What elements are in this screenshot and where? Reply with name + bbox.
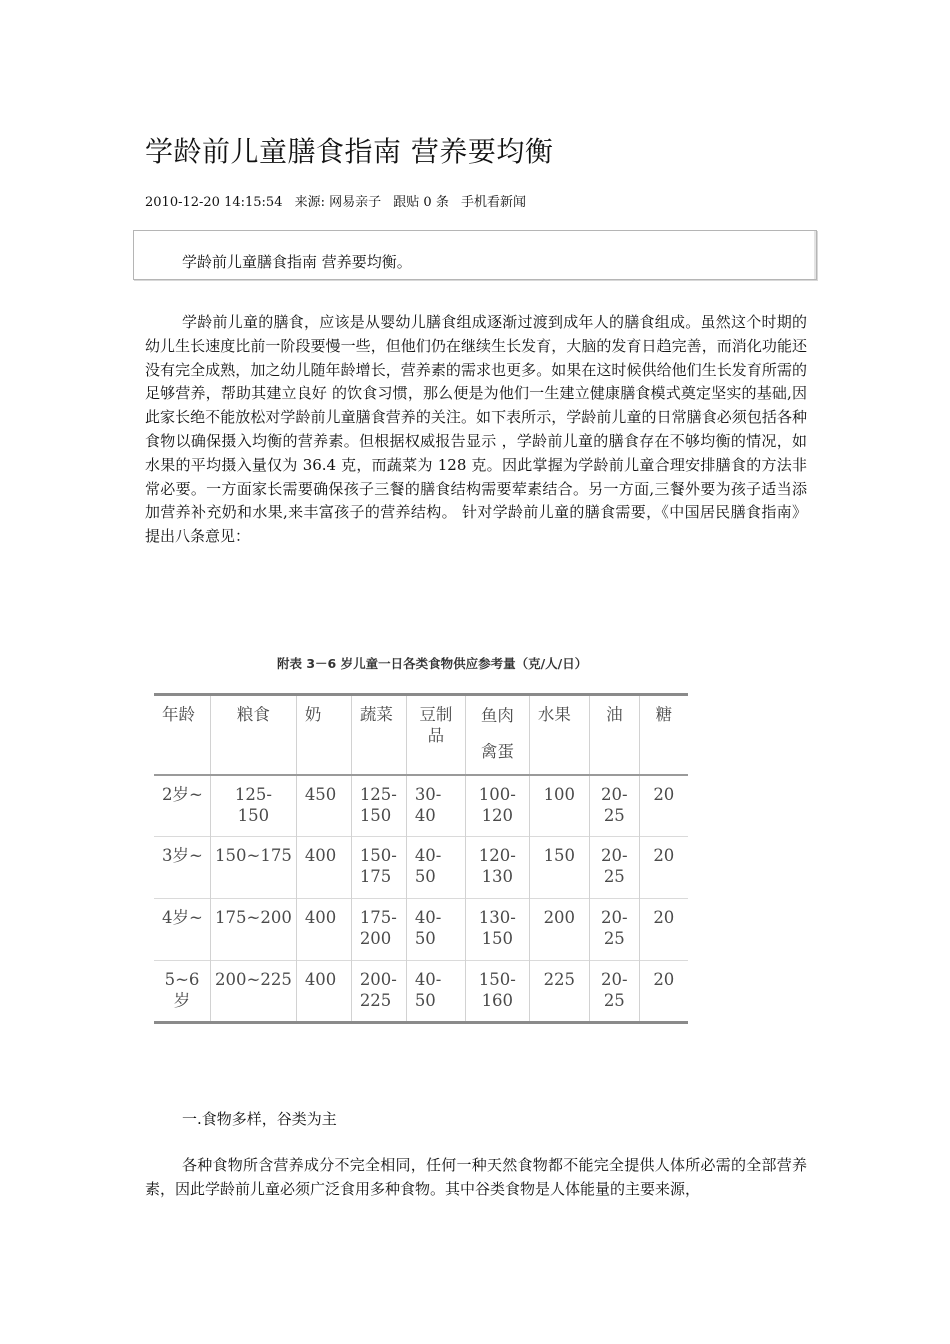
cell-fruit: 100 — [529, 775, 589, 837]
cell-age-line1: 5~6 — [164, 970, 200, 989]
cell-vegetable-line1: 125- — [359, 784, 397, 804]
cell-oil-line2: 25 — [603, 929, 625, 948]
cell-age: 4岁~ — [154, 899, 211, 961]
cell-fish — [465, 961, 529, 1023]
cell-oil-line2: 25 — [603, 867, 625, 886]
mobile-news-link[interactable]: 手机看新闻 — [460, 195, 526, 210]
header-fish — [465, 695, 529, 775]
cell-fish-line1: 100- — [478, 784, 516, 804]
header-age: 年龄 — [154, 695, 211, 775]
cell-age: 3岁~ — [154, 837, 211, 899]
cell-vegetable-line2: 200 — [359, 929, 392, 948]
cell-grain: 175~200 — [211, 899, 297, 961]
cell-fish-line2: 120 — [481, 805, 514, 825]
cell-vegetable-line1: 150- — [359, 846, 397, 865]
cell-milk: 400 — [296, 899, 351, 961]
cell-fish — [465, 899, 529, 961]
cell-oil-line2: 25 — [603, 805, 625, 825]
source-label: 来源: 网易亲子 — [294, 195, 382, 210]
cell-age-line2: 岁 — [173, 991, 191, 1010]
header-bean-line2: 品 — [427, 726, 445, 745]
cell-fish — [465, 775, 529, 837]
header-sugar: 糖 — [639, 695, 688, 775]
comments-link[interactable]: 跟贴 0 条 — [393, 195, 449, 210]
cell-sugar: 20 — [639, 961, 688, 1023]
header-fish-line1: 鱼肉 — [480, 706, 514, 725]
cell-milk: 450 — [296, 775, 351, 837]
table-row — [154, 961, 688, 1023]
cell-milk: 400 — [296, 837, 351, 899]
header-oil: 油 — [589, 695, 639, 775]
cell-oil — [589, 899, 639, 961]
publish-datetime: 2010-12-20 14:15:54 — [145, 195, 283, 210]
cell-vegetable-line1: 175- — [359, 908, 397, 927]
header-milk: 奶 — [296, 695, 351, 775]
cell-oil — [589, 837, 639, 899]
cell-sugar: 20 — [639, 775, 688, 837]
header-bean-line1: 豆制 — [419, 705, 453, 724]
header-fish-line2: 禽蛋 — [480, 742, 514, 761]
cell-vegetable-line1: 200- — [359, 970, 397, 989]
food-supply-table — [154, 693, 688, 1024]
cell-fruit: 225 — [529, 961, 589, 1023]
cell-grain: 150~175 — [211, 837, 297, 899]
cell-bean: 40-50 — [406, 837, 465, 899]
cell-bean: 40-50 — [406, 899, 465, 961]
cell-vegetable-line2: 175 — [359, 867, 392, 886]
cell-milk: 400 — [296, 961, 351, 1023]
section-one-paragraph: 各种食物所含营养成分不完全相同，任何一种天然食物都不能完全提供人体所必需的全部营养素，因此学龄前儿童必须广泛食用多种食物。其中谷类食物是人体能量的主要来源， — [145, 1156, 807, 1198]
cell-bean: 40-50 — [406, 961, 465, 1023]
table-header-row — [154, 695, 688, 775]
cell-sugar: 20 — [639, 899, 688, 961]
header-bean — [406, 695, 465, 775]
cell-oil — [589, 961, 639, 1023]
cell-fish — [465, 837, 529, 899]
summary-box — [133, 230, 817, 280]
cell-oil-line1: 20- — [601, 846, 628, 865]
header-fruit: 水果 — [529, 695, 589, 775]
cell-fish-line2: 150 — [481, 929, 514, 948]
article-meta — [145, 194, 534, 212]
summary-text: 学龄前儿童膳食指南 营养要均衡。 — [182, 253, 412, 271]
section-one-heading: 一.食物多样，谷类为主 — [182, 1110, 337, 1128]
article-title: 学龄前儿童膳食指南 营养要均衡 — [145, 135, 554, 168]
cell-vegetable-line2: 225 — [359, 991, 392, 1010]
header-vegetable: 蔬菜 — [351, 695, 406, 775]
table-row — [154, 775, 688, 837]
cell-age: 2岁~ — [154, 775, 211, 837]
cell-oil-line1: 20- — [601, 970, 628, 989]
cell-vegetable — [351, 961, 406, 1023]
cell-fish-line1: 150- — [478, 970, 516, 989]
cell-fruit: 150 — [529, 837, 589, 899]
cell-oil-line2: 25 — [603, 991, 625, 1010]
cell-vegetable — [351, 775, 406, 837]
cell-grain-line2: 150 — [237, 805, 270, 825]
header-grain: 粮食 — [211, 695, 297, 775]
cell-fruit: 200 — [529, 899, 589, 961]
cell-grain — [211, 775, 297, 837]
cell-fish-line2: 130 — [481, 867, 514, 886]
cell-oil — [589, 775, 639, 837]
cell-sugar: 20 — [639, 837, 688, 899]
cell-vegetable — [351, 837, 406, 899]
cell-vegetable-line2: 150 — [359, 805, 392, 825]
cell-oil-line1: 20- — [601, 908, 628, 927]
cell-oil-line1: 20- — [601, 784, 628, 804]
cell-bean: 30-40 — [406, 775, 465, 837]
cell-fish-line2: 160 — [481, 991, 514, 1010]
table-caption: 附表 3－6 岁儿童一日各类食物供应参考量（克/人/日） — [277, 656, 588, 671]
cell-grain-line1: 125- — [234, 784, 272, 804]
cell-vegetable — [351, 899, 406, 961]
intro-paragraph: 学龄前儿童的膳食，应该是从婴幼儿膳食组成逐渐过渡到成年人的膳食组成。虽然这个时期的幼儿生长速度比前一阶段要慢一些，但他们仍在继续生长发育，大脑的发育日趋完善，而消化功能还没有完全成熟，加之幼儿随年龄增长，营养素的需求也更多。如果在这时候供给他们生长发育所需的足够营养，帮助其建立良好 的饮食习惯，那么便是为他们一生建立健康膳食模式奠定坚实的基础,因此家长绝不能放松对学龄前儿童膳食营养的关注。如下表所示，学龄前儿童的日常膳食必须包括各种食物以确保摄入均衡的营养素。但根据权威报告显示 ，学龄前儿童的膳食存在不够均衡的情况，如水果的平均摄入量仅为 36.4 克，而蔬菜为 128 克。因此掌握为学龄前儿童合理安排膳食的方法非常必要。一方面家长需要确保孩子三餐的膳食结构需要荤素结合。另一方面,三餐外要为孩子适当添加营养补充奶和水果,来丰富孩子的营养结构。 针对学龄前儿童的膳食需要，《中国居民膳食指南》提出八条意见： — [145, 313, 807, 546]
cell-fish-line1: 120- — [478, 846, 516, 865]
cell-grain: 200~225 — [211, 961, 297, 1023]
cell-age — [154, 961, 211, 1023]
cell-fish-line1: 130- — [478, 908, 516, 927]
table-row — [154, 899, 688, 961]
table-row — [154, 837, 688, 899]
